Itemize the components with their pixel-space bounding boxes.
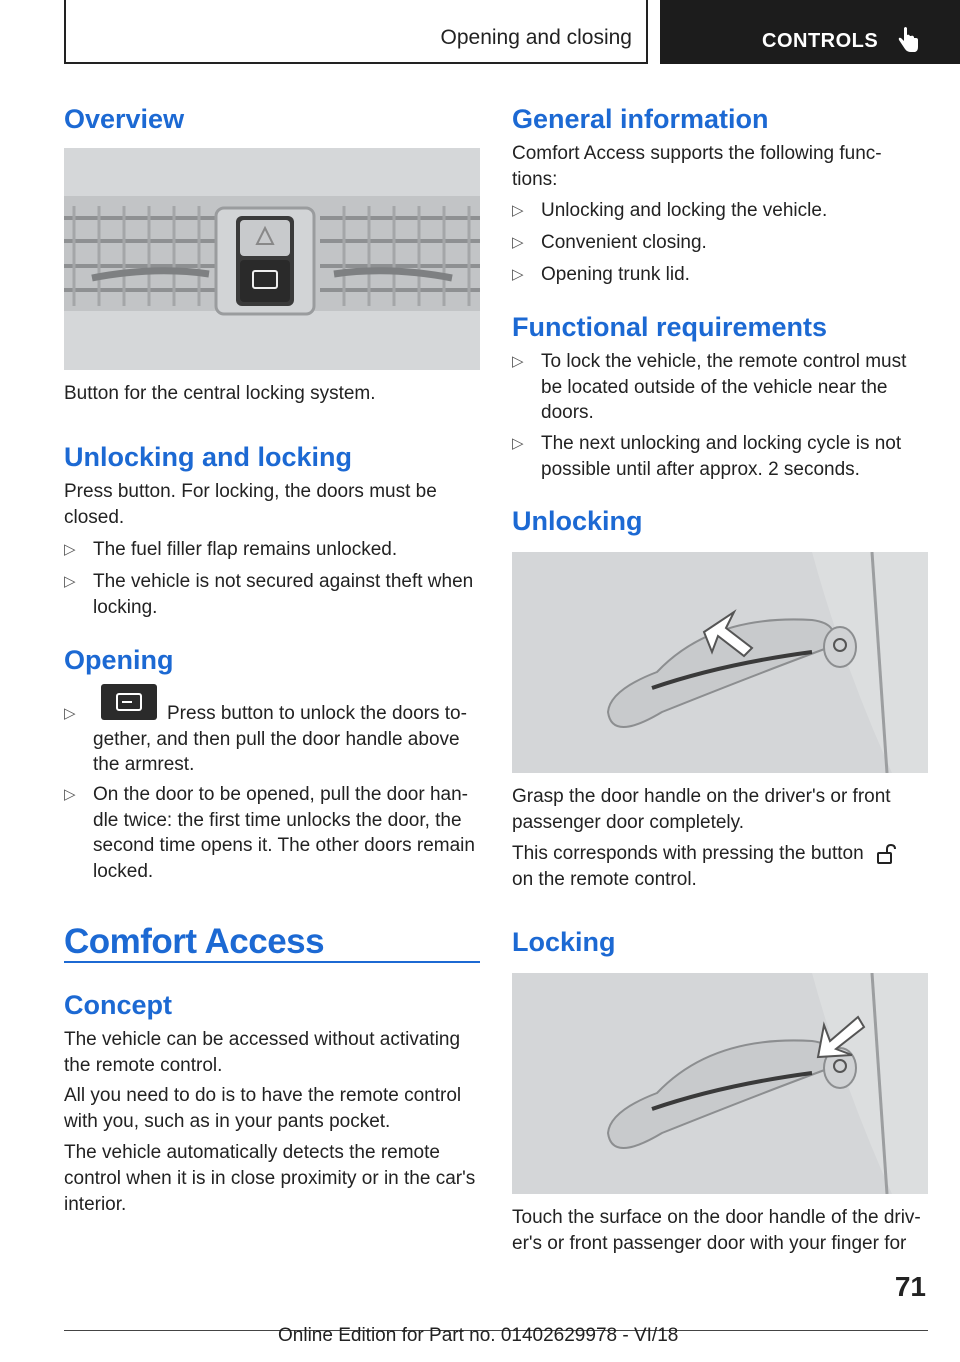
concept-paragraph-3: The vehicle automatically detects the remote control when it is in close proximity or in the car's interior. [64, 1142, 476, 1215]
section-name: Opening and closing [440, 26, 632, 49]
concept-heading: Concept [64, 990, 172, 1020]
concept-paragraph-1: The vehicle can be accessed without activating the remote control. [64, 1029, 461, 1076]
triangle-bullet-icon: ▷ [512, 234, 524, 251]
unlocking-heading: Unlocking [512, 506, 643, 536]
unlock-padlock-icon [875, 843, 899, 865]
triangle-bullet-icon: ▷ [64, 786, 76, 803]
door-handle-unlock-image [512, 552, 928, 773]
functional-requirements-heading: Functional requirements [512, 312, 828, 342]
chapter-rule [64, 961, 480, 963]
running-header-box [64, 0, 648, 64]
door-handle-lock-image [512, 973, 928, 1194]
unlocking-locking-heading: Unlocking and locking [64, 442, 353, 472]
concept-paragraph-2: All you need to do is to have the remote control with you, such as in your pants pocket. [64, 1085, 462, 1132]
opening-heading: Opening [64, 645, 174, 675]
triangle-bullet-icon: ▷ [64, 705, 76, 722]
chapter-name: CONTROLS [762, 30, 879, 52]
general-information-text: Comfort Access supports the following func-tions: [512, 143, 882, 190]
triangle-bullet-icon: ▷ [64, 541, 76, 558]
overview-heading: Overview [64, 104, 185, 134]
overview-caption: Button for the central locking system. [64, 383, 376, 404]
chapter-tab [660, 0, 960, 64]
door-unlock-button-icon [101, 684, 157, 720]
triangle-bullet-icon: ▷ [512, 266, 524, 283]
triangle-bullet-icon: ▷ [512, 435, 524, 452]
unlocking-caption: Grasp the door handle on the driver's or front passenger door completely. [512, 786, 891, 833]
page-number: 71 [894, 1271, 926, 1302]
general-information-heading: General information [512, 104, 769, 134]
hand-pointer-icon [896, 26, 920, 54]
comfort-access-heading: Comfort Access [64, 922, 325, 961]
triangle-bullet-icon: ▷ [64, 573, 76, 590]
triangle-bullet-icon: ▷ [512, 353, 524, 370]
locking-caption: Touch the surface on the door handle of the driv-er's or front passenger door with your finger for [512, 1207, 921, 1254]
edition-note: Online Edition for Part no. 01402629978 - VI/18 [278, 1325, 679, 1346]
central-locking-button-image [64, 148, 480, 370]
triangle-bullet-icon: ▷ [512, 202, 524, 219]
locking-heading: Locking [512, 927, 616, 957]
unlocking-remote-text: This corresponds with pressing the button on the remote control. [512, 841, 922, 893]
unlocking-locking-text: Press button. For locking, the doors must be closed. [64, 481, 437, 528]
